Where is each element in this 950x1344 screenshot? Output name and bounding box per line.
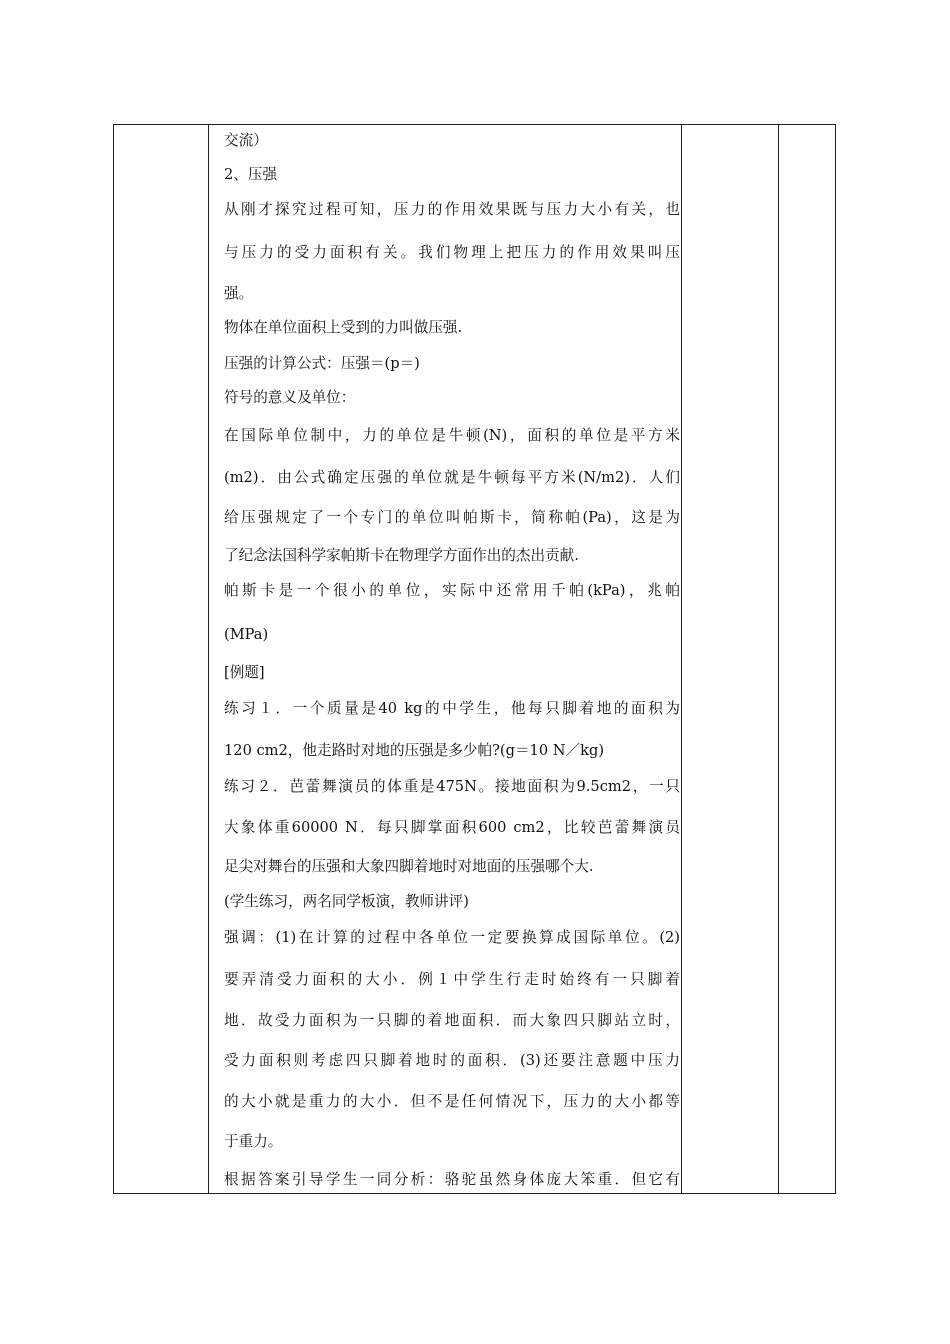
text-line: 物体在单位面积上受到的力叫做压强. [224, 319, 463, 336]
text-line: 练习２．芭蕾舞演员的体重是475N。接地面积为9.5cm2，一只 [224, 778, 680, 795]
text-line: 与压力的受力面积有关。我们物理上把压力的作用效果叫压 [224, 244, 680, 261]
text-line: 2、压强 [224, 166, 278, 183]
text-line: 足尖对舞台的压强和大象四脚着地时对地面的压强哪个大. [224, 858, 594, 875]
text-line: 帕斯卡是一个很小的单位，实际中还常用千帕(kPa)，兆帕 [224, 582, 680, 599]
text-line: 强。 [224, 285, 254, 302]
text-line: 符号的意义及单位： [224, 389, 356, 406]
text-line: 强调：(1)在计算的过程中各单位一定要换算成国际单位。(2) [224, 929, 680, 946]
text-line: 的大小就是重力的大小．但不是任何情况下，压力的大小都等 [224, 1093, 680, 1110]
text-line: 给压强规定了一个专门的单位叫帕斯卡，简称帕(Pa)，这是为 [224, 509, 680, 526]
text-line: 地．故受力面积为一只脚的着地面积．而大象四只脚站立时， [224, 1012, 680, 1029]
column-divider-3 [778, 125, 779, 1193]
text-line: (学生练习，两名同学板演，教师讲评) [224, 893, 469, 910]
text-line: 大象体重60000 N．每只脚掌面积600 cm2，比较芭蕾舞演员 [224, 819, 680, 836]
text-line: 在国际单位制中，力的单位是牛顿(N)，面积的单位是平方米 [224, 427, 680, 444]
text-line: [例题] [224, 664, 265, 681]
text-line: 于重力。 [224, 1133, 283, 1150]
text-line: (MPa) [224, 626, 269, 643]
column-divider-2 [681, 125, 682, 1193]
text-line: 要弄清受力面积的大小．例１中学生行走时始终有一只脚着 [224, 971, 680, 988]
text-line: 练习１．一个质量是40 kg的中学生，他每只脚着地的面积为 [224, 700, 680, 717]
lesson-table [113, 124, 836, 1194]
text-line: 120 cm2，他走路时对地的压强是多少帕?(g＝10 N／kg) [224, 742, 605, 759]
text-line: 受力面积则考虑四只脚着地时的面积．(3)还要注意题中压力 [224, 1052, 680, 1069]
text-line: 压强的计算公式：压强＝(p＝) [224, 355, 420, 372]
text-line: 交流） [224, 132, 268, 149]
column-divider-1 [208, 125, 209, 1193]
text-line: 了纪念法国科学家帕斯卡在物理学方面作出的杰出贡献. [224, 547, 579, 564]
text-line: (m2)．由公式确定压强的单位就是牛顿每平方米(N/m2)．人们 [224, 469, 680, 486]
text-line: 根据答案引导学生一同分析：骆驼虽然身体庞大笨重．但它有 [224, 1171, 680, 1188]
text-line: 从刚才探究过程可知，压力的作用效果既与压力大小有关，也 [224, 201, 680, 218]
